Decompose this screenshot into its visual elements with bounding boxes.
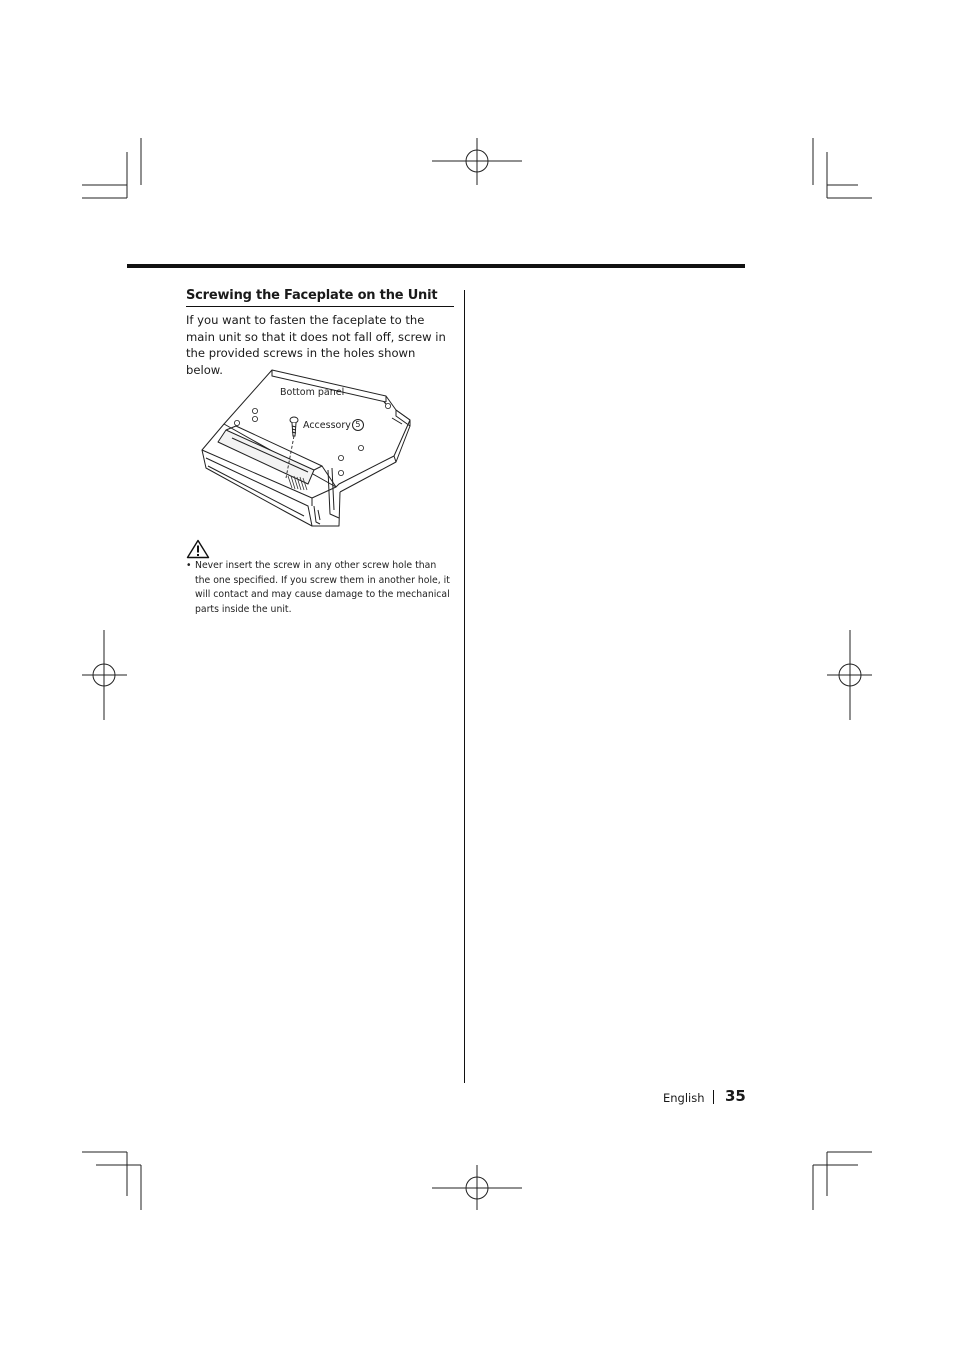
top-rule xyxy=(127,264,745,268)
label-bottom-panel: Bottom panel xyxy=(280,387,345,398)
label-accessory-text: Accessory xyxy=(303,420,351,431)
footer-language: English xyxy=(663,1091,705,1105)
intro-paragraph: If you want to fasten the faceplate to the main unit so that it does not fall off, screw in the provided screws in the holes shown below. xyxy=(186,313,446,377)
caution-list xyxy=(186,559,454,617)
bullet-dot: • xyxy=(186,560,192,571)
warning-triangle-icon xyxy=(186,539,210,559)
page-number: 35 xyxy=(725,1087,746,1105)
label-accessory xyxy=(303,419,364,431)
caution-text: Never insert the screw in any other screw hole than the one specified. If you screw them in another hole, it will contact and may cause damage to the mechanical parts inside the unit. xyxy=(195,560,450,615)
column-divider xyxy=(464,290,465,1083)
accessory-number: 5 xyxy=(355,420,361,429)
section-title: Screwing the Faceplate on the Unit xyxy=(186,286,454,307)
footer-separator xyxy=(713,1090,714,1104)
accessory-number-badge xyxy=(352,419,364,431)
unit-bottom-illustration xyxy=(196,366,418,534)
list-item xyxy=(186,559,454,617)
